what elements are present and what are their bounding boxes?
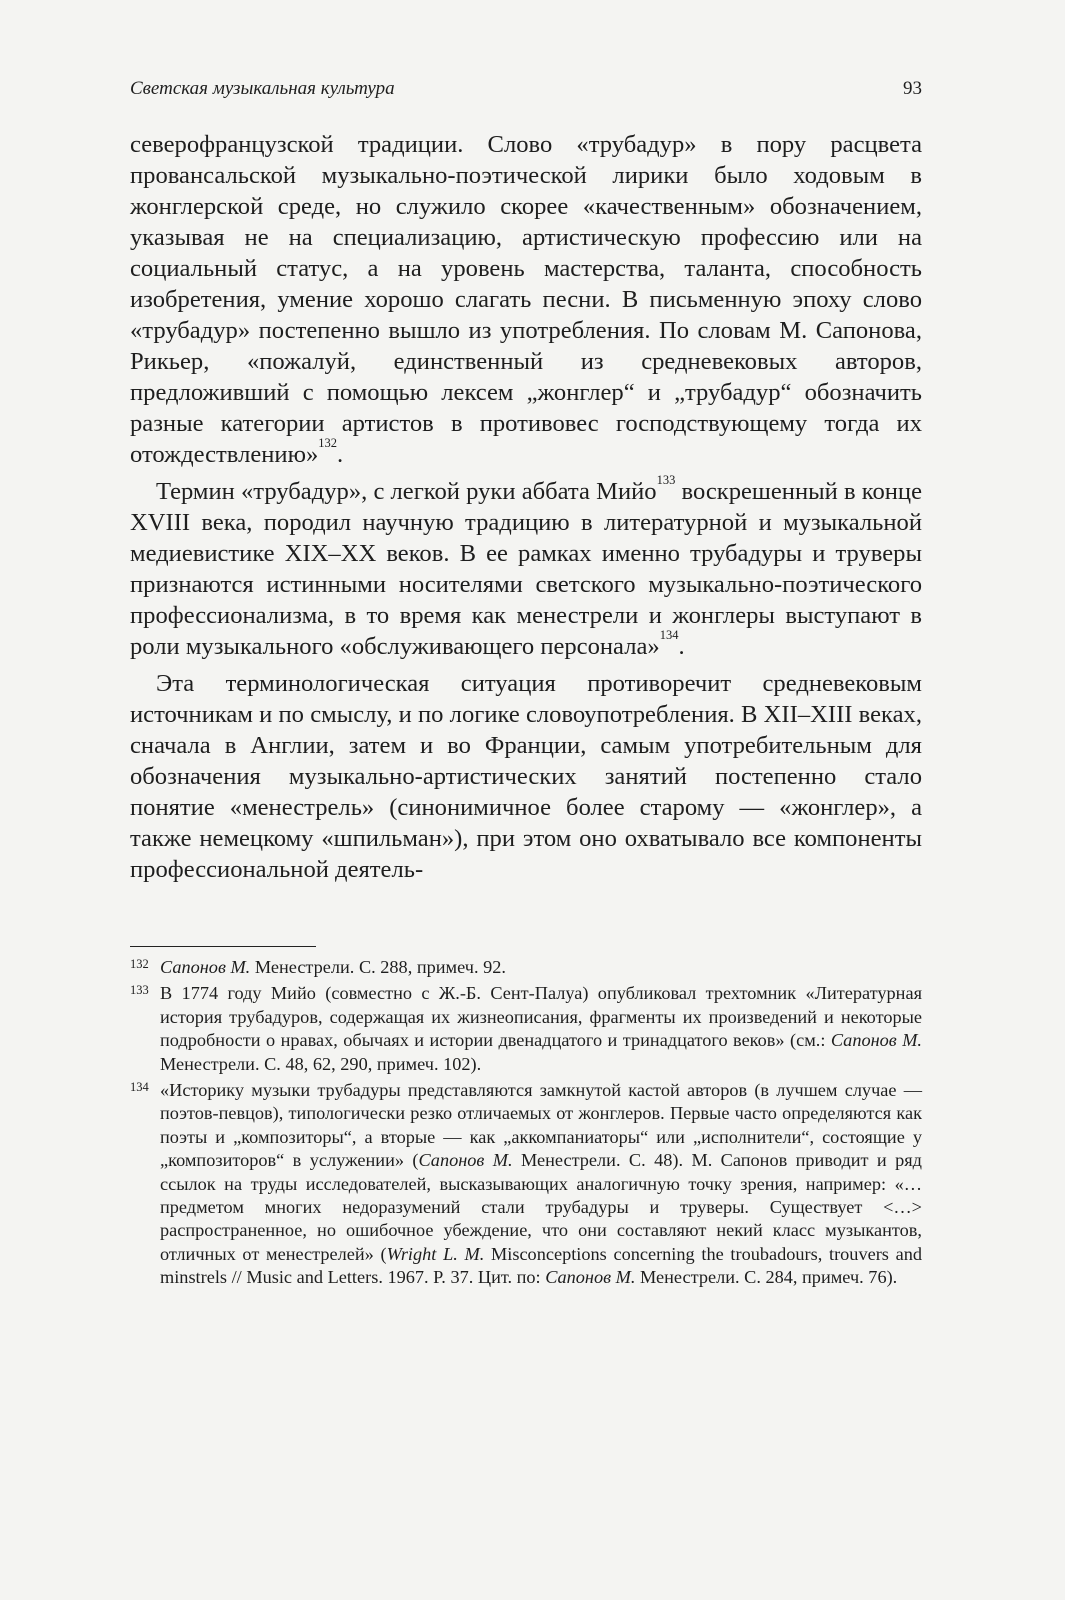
footnote-divider	[130, 946, 316, 947]
footnote-ref[interactable]: 134	[659, 628, 679, 642]
main-text	[130, 129, 922, 885]
footnote-ref[interactable]: 133	[656, 473, 676, 487]
footnote-number: 134	[130, 1080, 149, 1095]
footnote: 134 «Историку музыки трубадуры представляются замкнутой кастой авторов (в лучшем случае — поэтов-певцов), типологически резко отличаемых от жонглеров. Первые часто определяются как поэты и „композиторы“, а вторые — как „аккомпаниаторы“ или „исполнители“, состоящие у „композиторов“ в услужении» (Сапонов М. Менестрели. С. 48). М. Сапонов приводит и ряд ссылок на труды исследователей, высказывающих аналогичную точку зрения, например: «…предметом многих недоразумений стали трубадуры и труверы. Существует <…> распространенное, но ошибочное убеждение, что они составляют некий класс музыкантов, отличных от менестрелей» (Wright L. M. Misconceptions concerning the troubadours, trouvers and minstrels // Music and Letters. 1967. P. 37. Цит. по: Сапонов М. Менестрели. С. 284, примеч. 76).	[130, 1080, 922, 1288]
footnote-number: 132	[130, 957, 149, 971]
paragraph: Эта терминологическая ситуация противоречит средневековым источникам и по смыслу, и по логике словоупотребления. В XII–XIII веках, сначала в Англии, затем и во Франции, самым употребительным для обозначения музыкально-артистических занятий постепенно стало понятие «менестрель» (синонимичное более старому — «жонглер», а также немецкому «шпильман»), при этом оно охватывало все компоненты профессиональной деятель-	[130, 670, 922, 883]
footnote: 133 В 1774 году Мийо (совместно с Ж.-Б. Сент-Палуа) опубликовал трехтомник «Литературная история трубадуров, содержащая их жизнеописания, фрагменты их произведений и некоторые подробности о нравах, обычаях и истории двенадцатого и тринадцатого веков» (см.: Сапонов М. Менестрели. С. 48, 62, 290, примеч. 102).	[130, 983, 922, 1074]
running-title: Светская музыкальная культура	[130, 78, 395, 99]
paragraph: Термин «трубадур», с легкой руки аббата Мийо$^{133}$ воскрешенный в конце XVIII века, породил научную традицию в литературной и музыкальной медиевистике XIX–XX веков. В ее рамках именно трубадуры и труверы признаются истинными носителями светского музыкально-поэтического профессионализма, в то время как менестрели и жонглеры выступают в роли музыкального «обслуживающего персонала»$^{134}$.	[130, 473, 923, 660]
page-header	[130, 76, 922, 106]
paragraph: северофранцузской традиции. Слово «трубадур» в пору расцвета провансальской музыкально-поэтической лирики было ходовым в жонглерской среде, но служило скорее «качественным» обозначением, указывая не на специализацию, артистическую профессию или на социальный статус, а на уровень мастерства, таланта, способность изобретения, умение хорошо слагать песни. В письменную эпоху слово «трубадур» постепенно вышло из употребления. По словам М. Сапонова, Рикьер, «пожалуй, единственный из средневековых авторов, предложивший с помощью лексем „жонглер“ и „трубадур“ обозначить разные категории артистов в противовес господствующему тогда их отождествлению»$^{132}$.	[130, 131, 922, 468]
footnotes	[130, 956, 922, 1290]
page-number: 93	[903, 78, 922, 99]
footnote-ref[interactable]: 132	[318, 436, 337, 450]
footnote-number: 133	[130, 983, 149, 998]
footnote: 132 Сапонов М. Менестрели. С. 288, примеч. 92.	[130, 957, 506, 977]
